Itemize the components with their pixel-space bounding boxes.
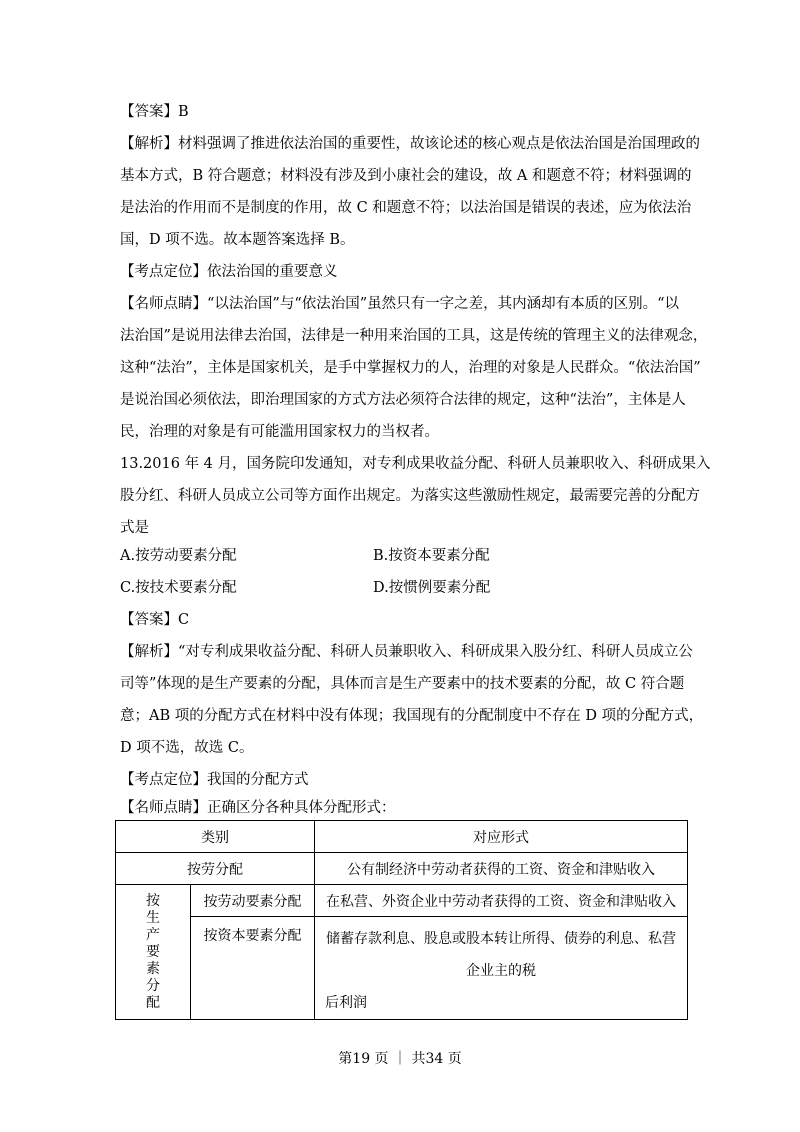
page-footer: 第19 页 ｜ 共34 页	[338, 1051, 462, 1067]
q13-option-d: D.按惯例要素分配	[373, 580, 491, 596]
q13-point: 【考点定位】我国的分配方式	[120, 772, 309, 788]
q13-option-c: C.按技术要素分配	[120, 580, 237, 596]
row-labor-factor-category: 按劳动要素分配	[191, 885, 315, 917]
row-labor-factor-form: 在私营、外资企业中劳动者获得的工资、资金和津贴收入	[315, 885, 688, 917]
table-row-labor	[116, 853, 688, 885]
table-row-capital-factor	[116, 917, 688, 1020]
q13-analysis-line-1: 【解析】“对专利成果收益分配、科研人员兼职收入、科研成果入股分红、科研人员成立公	[120, 644, 693, 660]
q12-answer: 【答案】B	[120, 104, 189, 120]
q13-stem-line-2: 股分红、科研人员成立公司等方面作出规定。为落实这些激励性规定，最需要完善的分配方	[120, 488, 700, 504]
q12-analysis-line-4: 国，D 项不选。故本题答案选择 B。	[120, 232, 355, 248]
q12-tip-line-1: 【名师点睛】“以法治国”与“依法治国”虽然只有一字之差，其内涵却有本质的区别。“以	[120, 296, 680, 312]
q12-tip-line-4: 是说治国必须依法，即治理国家的方式方法必须符合法律的规定，这种“法治”，主体是人	[120, 392, 686, 408]
q13-option-a: A.按劳动要素分配	[120, 548, 237, 564]
q13-analysis-line-3: 意；AB 项的分配方式在材料中没有体现；我国现有的分配制度中不存在 D 项的分配方式，	[120, 708, 704, 724]
q12-analysis-line-1: 【解析】材料强调了推进依法治国的重要性，故该论述的核心观点是依法治国是治国理政的	[120, 136, 700, 152]
q13-tip: 【名师点睛】正确区分各种具体分配形式：	[120, 800, 396, 816]
q13-analysis-line-2: 司等”体现的是生产要素的分配，具体而言是生产要素中的技术要素的分配，故 C 符合题	[120, 676, 685, 692]
q13-answer: 【答案】C	[120, 612, 190, 628]
group-label-production-factors: 按 生 产 要 素 分 配	[116, 885, 191, 1020]
q12-point: 【考点定位】依法治国的重要意义	[120, 264, 338, 280]
row-capital-factor-category: 按资本要素分配	[191, 917, 315, 1020]
q13-analysis-line-4: D 项不选，故选 C。	[120, 740, 254, 756]
row-capital-factor-form: 储蓄存款利息、股息或股本转让所得、债券的利息、私营 企业主的税 后利润	[315, 917, 688, 1020]
header-category: 类别	[116, 821, 315, 853]
q12-tip-line-3: 这种“法治”，主体是国家机关，是手中掌握权力的人，治理的对象是人民群众。“依法治国”	[120, 360, 701, 376]
table-header-row	[116, 821, 688, 853]
q13-stem-line-3: 式是	[120, 520, 149, 536]
q13-option-b: B.按资本要素分配	[373, 548, 490, 564]
row-labor-form: 公有制经济中劳动者获得的工资、资金和津贴收入	[315, 853, 688, 885]
row-labor-category: 按劳分配	[116, 853, 315, 885]
q12-analysis-line-2: 基本方式，B 符合题意；材料没有涉及到小康社会的建设，故 A 和题意不符；材料强调的	[120, 168, 692, 184]
table-row-labor-factor	[116, 885, 688, 917]
q12-tip-line-5: 民，治理的对象是有可能滥用国家权力的当权者。	[120, 424, 439, 440]
distribution-table	[115, 820, 688, 1020]
q12-tip-line-2: 法治国”是说用法律去治国，法律是一种用来治国的工具，这是传统的管理主义的法律观念，	[120, 328, 708, 344]
q13-stem-line-1: 13.2016 年 4 月，国务院印发通知，对专利成果收益分配、科研人员兼职收入、科研成果入	[120, 456, 711, 472]
q12-analysis-line-3: 是法治的作用而不是制度的作用，故 C 和题意不符；以法治国是错误的表述，应为依法治	[120, 200, 692, 216]
header-form: 对应形式	[315, 821, 688, 853]
